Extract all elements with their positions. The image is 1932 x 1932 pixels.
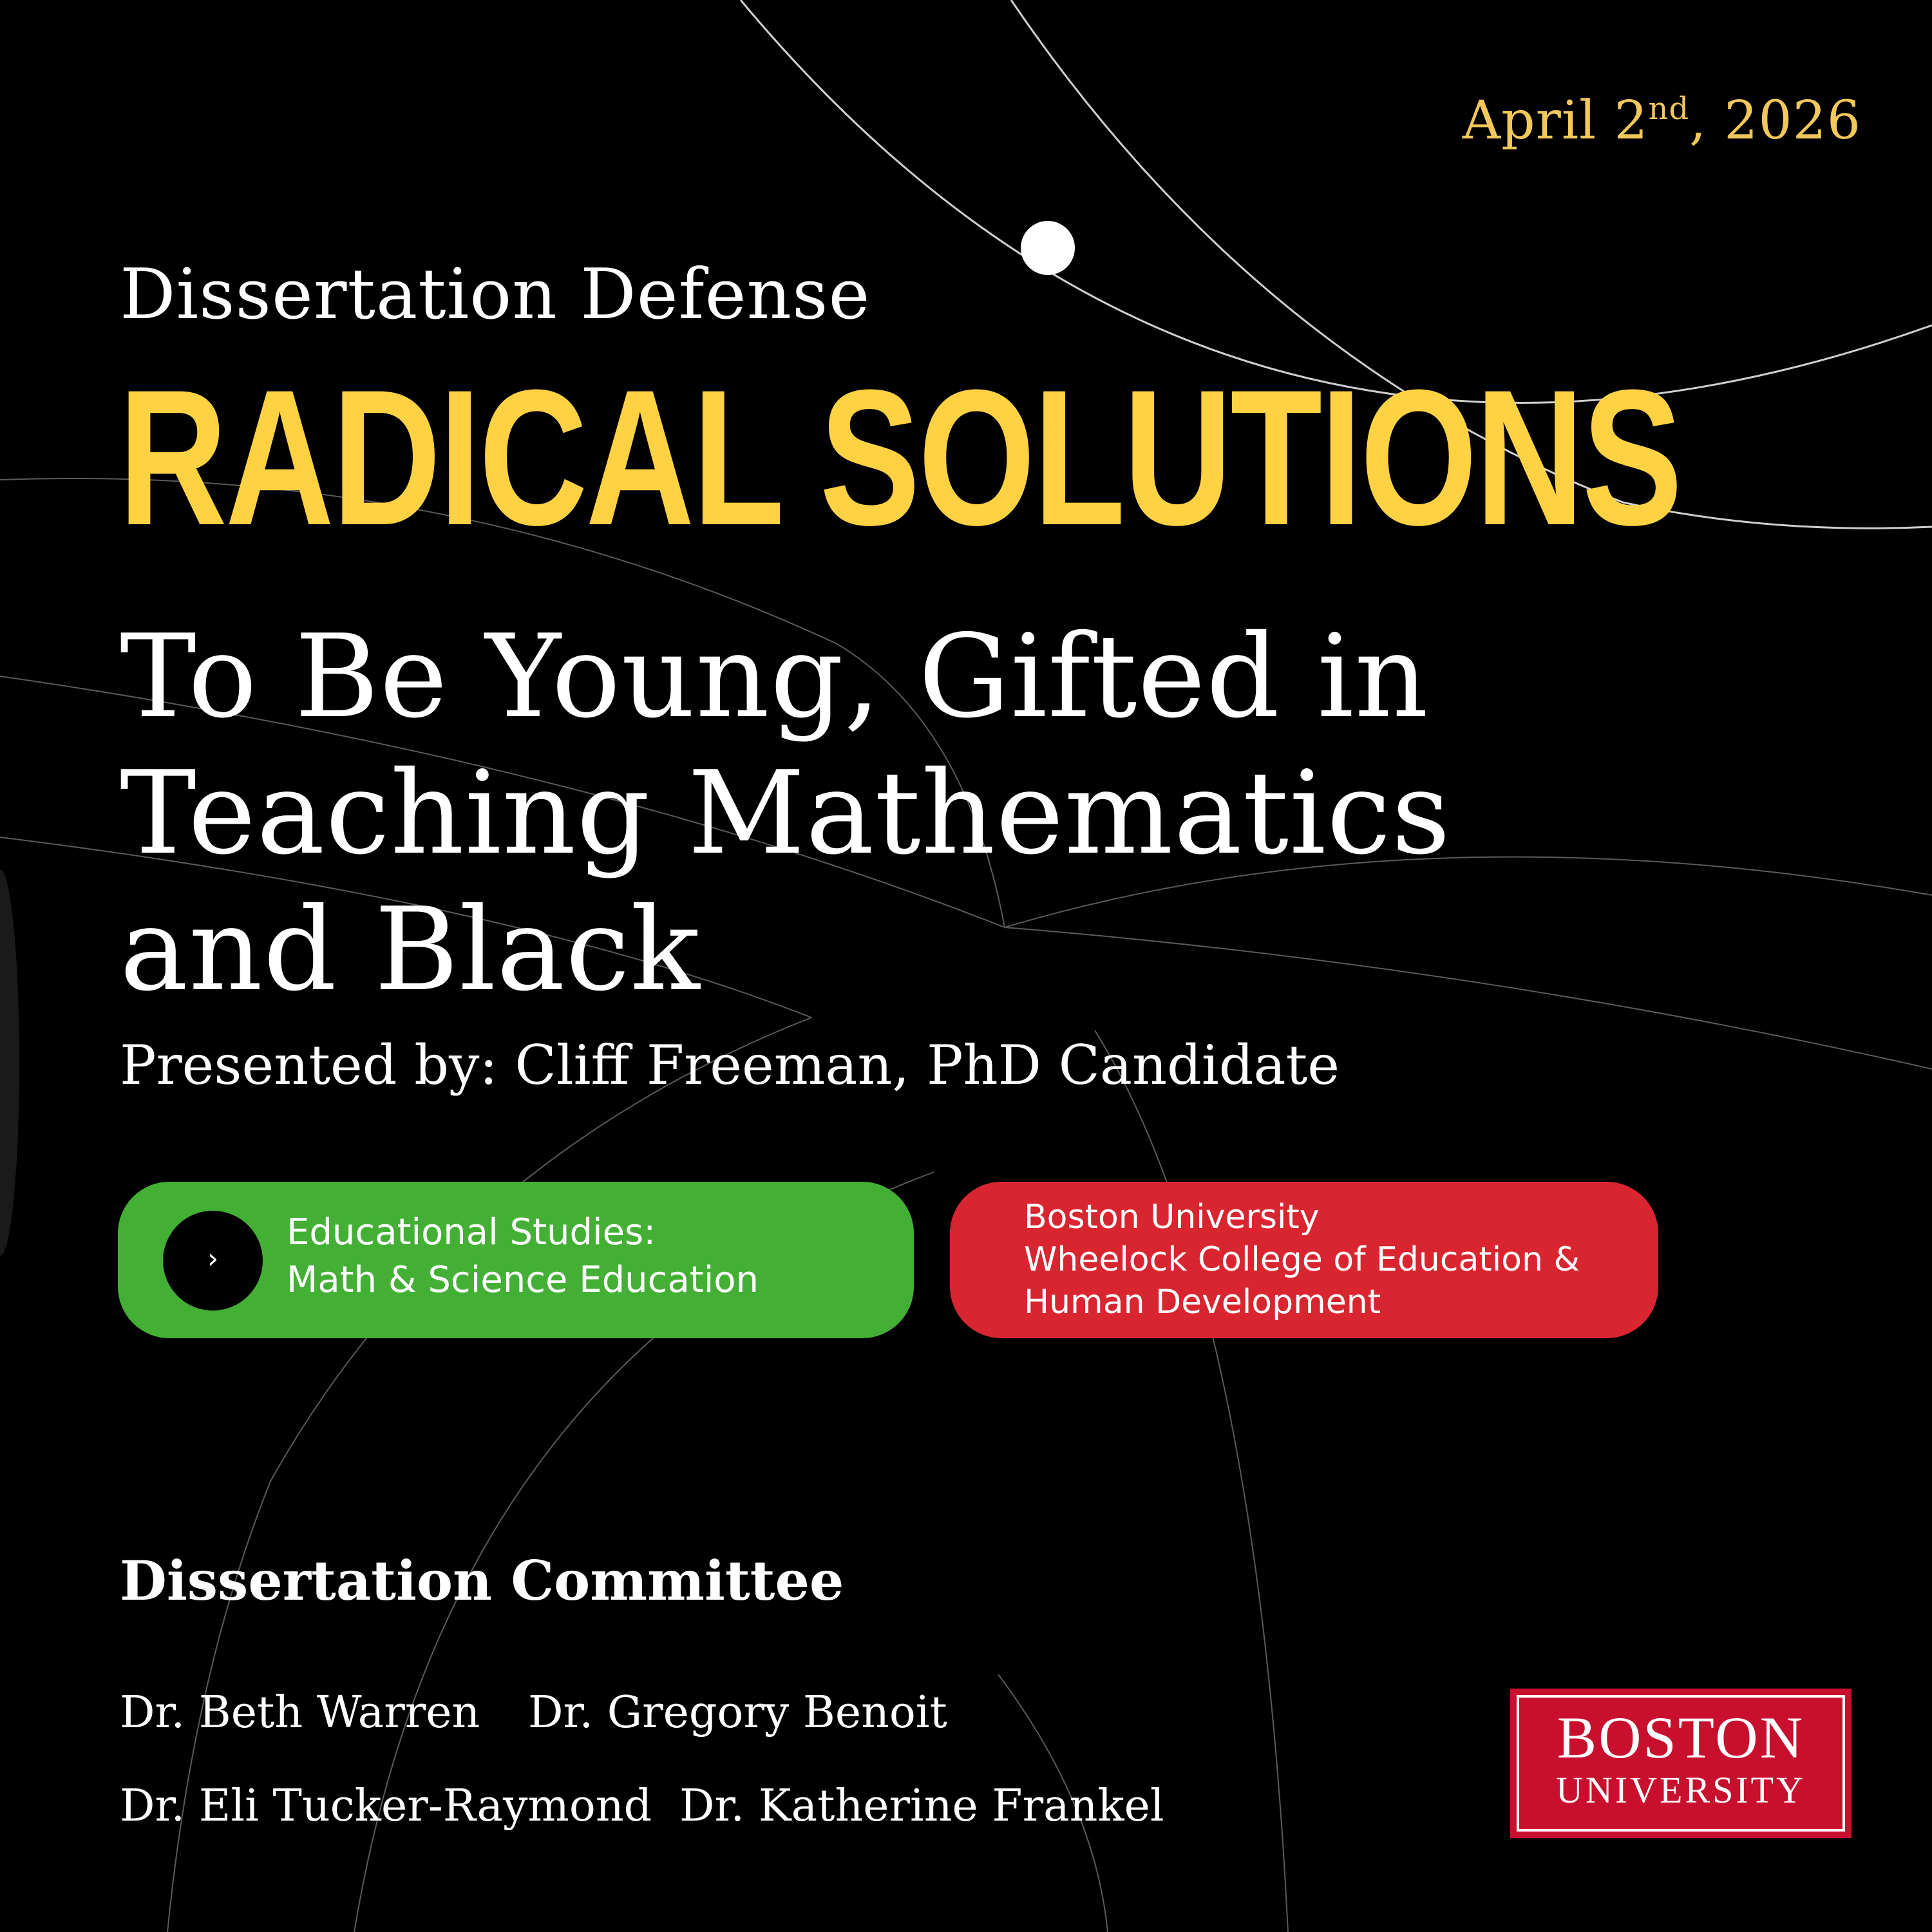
event-subtitle: Dissertation Defense <box>120 254 871 335</box>
logo-line: BOSTON <box>1557 1705 1805 1770</box>
thesis-line: To Be Young, Gifted in <box>120 610 1429 743</box>
school-line: Human Development <box>1024 1283 1381 1321</box>
thesis-line: and Black <box>120 883 701 1016</box>
event-date: April 2nd, 2026 <box>1462 90 1861 151</box>
orbit-dot <box>1021 221 1075 275</box>
logo-line: UNIVERSITY <box>1556 1769 1806 1811</box>
program-text <box>287 1209 759 1304</box>
program-pill <box>118 1182 914 1338</box>
committee-member: Dr. Gregory Benoit <box>528 1687 947 1738</box>
school-text <box>1024 1196 1580 1323</box>
thesis-line: Teaching Mathematics <box>120 746 1452 880</box>
main-title: RADICAL SOLUTIONS <box>118 349 1681 565</box>
committee-member: Dr. Eli Tucker-Raymond <box>120 1781 652 1832</box>
boston-university-logo <box>1510 1689 1852 1838</box>
chevron-right-icon[interactable]: › <box>163 1211 263 1311</box>
committee-member: Dr. Beth Warren <box>120 1687 480 1738</box>
school-line: Wheelock College of Education & <box>1024 1240 1580 1279</box>
committee-member: Dr. Katherine Frankel <box>679 1781 1164 1832</box>
school-line: Boston University <box>1024 1198 1320 1236</box>
school-pill <box>950 1182 1658 1338</box>
committee-heading: Dissertation Committee <box>120 1549 844 1613</box>
program-line: Educational Studies: <box>287 1211 656 1253</box>
presenter-text: Presented by: Cliff Freeman, PhD Candidate <box>120 1034 1340 1097</box>
program-line: Math & Science Education <box>287 1259 759 1301</box>
thesis-title <box>120 609 1665 1018</box>
